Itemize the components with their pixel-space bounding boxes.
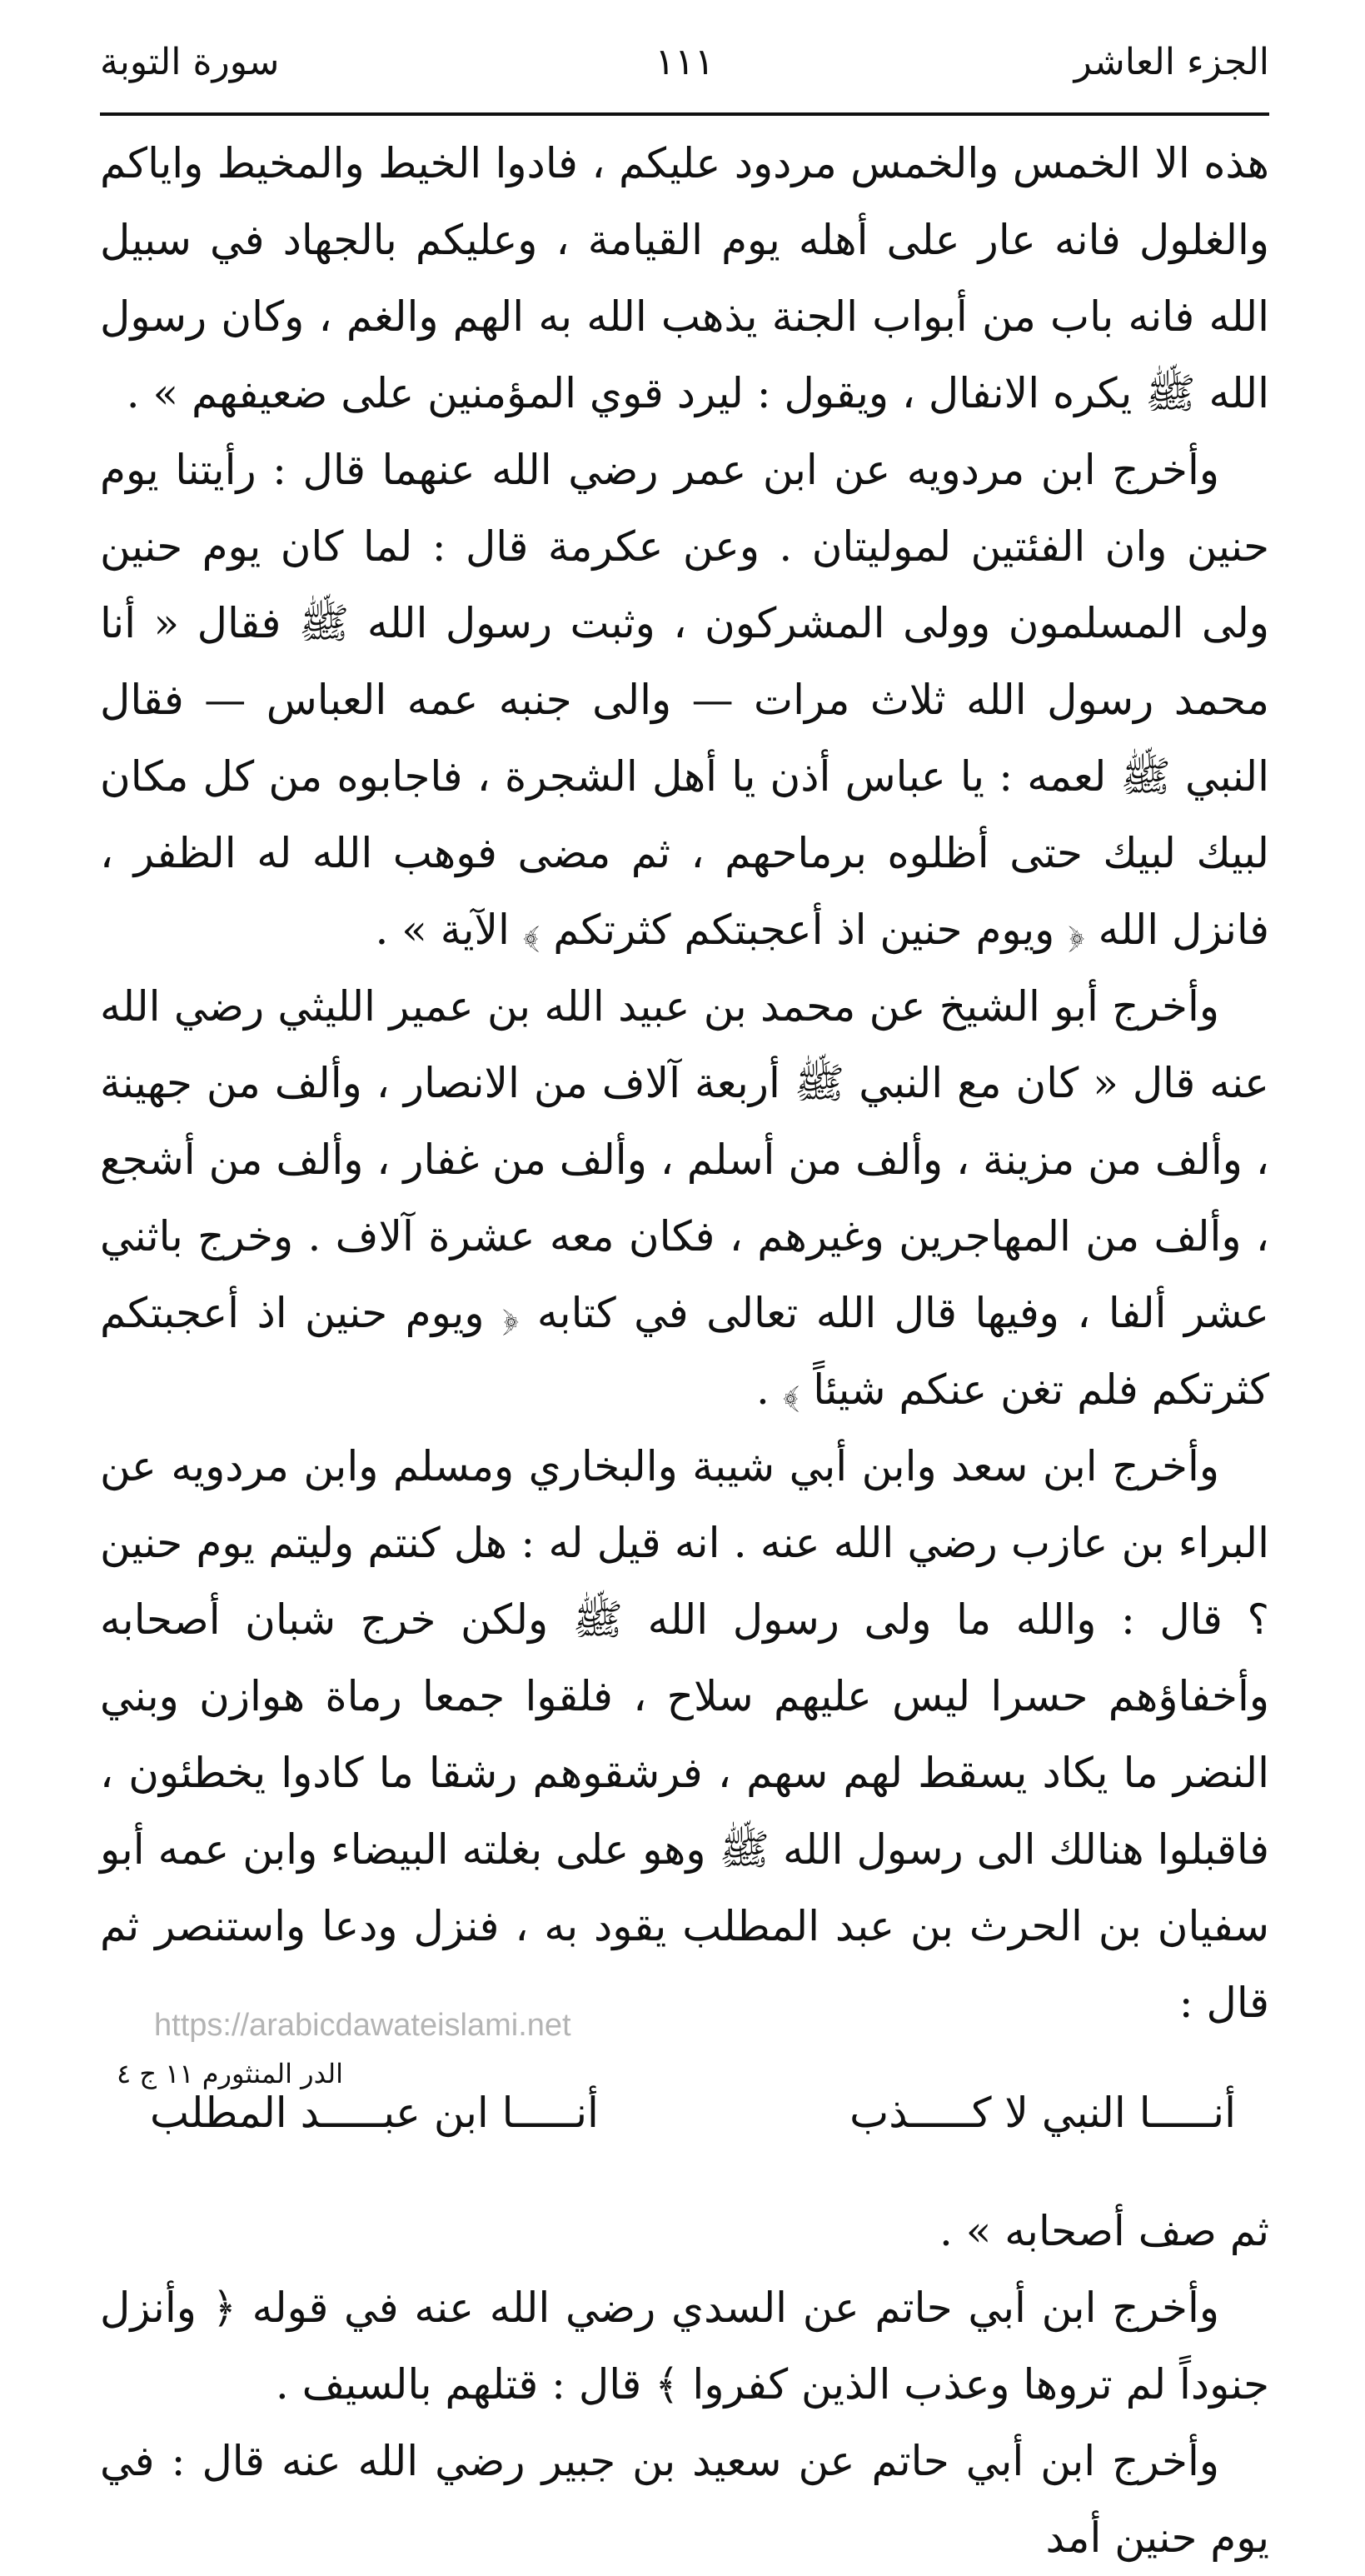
- surah-title: سورة التوبة: [100, 41, 280, 83]
- footer-signature: الدر المنثورم ١١ ج ٤: [117, 2058, 344, 2089]
- page-body: [100, 125, 1269, 2576]
- verse-second-hemistich: أنـــــا ابن عبـــــد المطلب: [150, 2089, 599, 2137]
- paragraph-3: وأخرج أبو الشيخ عن محمد بن عبيد الله بن عمير الليثي رضي الله عنه قال « كان مع النبي ﷺ أربعة آلاف من الانصار ، وألف من جهينة ، وألف من مزينة ، وألف من أسلم ، وألف من غفار ، وألف من أشجع ، وألف من المهاجرين وغيرهم ، فكان معه عشرة آلاف . وخرج باثني عشر ألفا ، وفيها قال الله تعالى في كتابه ﴿ ويوم حنين اذ أعجبتكم كثرتكم فلم تغن عنكم شيئاً ﴾ .: [100, 982, 1269, 1414]
- paragraph-2: وأخرج ابن مردويه عن ابن عمر رضي الله عنهما قال : رأيتنا يوم حنين وان الفئتين لموليتان . وعن عكرمة قال : لما كان يوم حنين ولى المسلمون وولى المشركون ، وثبت رسول الله ﷺ فقال « أنا محمد رسول الله ثلاث مرات — والى جنبه عمه العباس — فقال النبي ﷺ لعمه : يا عباس أذن يا أهل الشجرة ، فاجابوه من كل مكان لبيك لبيك حتى أظلوه برماحهم ، ثم مضى فوهب الله له الظفر ، فانزل الله ﴿ ويوم حنين اذ أعجبتكم كثرتكم ﴾ الآية » .: [100, 446, 1269, 954]
- paragraph-7: وأخرج ابن أبي حاتم عن سعيد بن جبير رضي الله عنه قال : في يوم حنين أمد: [100, 2437, 1269, 2562]
- verse-first-hemistich: أنـــــا النبي لا كـــــذب: [849, 2089, 1236, 2137]
- watermark-url: https://arabicdawateislami.net: [154, 2008, 571, 2043]
- page-number: ١١١: [655, 41, 715, 83]
- header-rule: [100, 112, 1269, 116]
- paragraph-4: وأخرج ابن سعد وابن أبي شيبة والبخاري ومسلم وابن مردويه عن البراء بن عازب رضي الله عنه . انه قيل له : هل كنتم وليتم يوم حنين ؟ قال : والله ما ولى رسول الله ﷺ ولكن خرج شبان أصحابه وأخفاؤهم حسرا ليس عليهم سلاح ، فلقوا جمعا رماة هوازن وبني النضر ما يكاد يسقط لهم سهم ، فرشقوهم رشقا ما كادوا يخطئون ، فاقبلوا هنالك الى رسول الله ﷺ وهو على بغلته البيضاء وابن عمه أبو سفيان بن الحرث بن عبد المطلب يقود به ، فنزل ودعا واستنصر ثم قال :: [100, 1442, 1269, 2027]
- paragraph-5: ثم صف أصحابه » .: [939, 2207, 1269, 2255]
- page-header: [100, 33, 1269, 92]
- paragraph-1: هذه الا الخمس والخمس مردود عليكم ، فادوا الخيط والمخيط واياكم والغلول فانه عار على أهله يوم القيامة ، وعليكم بالجهاد في سبيل الله فانه باب من أبواب الجنة يذهب الله به الهم والغم ، وكان رسول الله ﷺ يكره الانفال ، ويقول : ليرد قوي المؤمنين على ضعيفهم » .: [100, 139, 1269, 417]
- paragraph-6: وأخرج ابن أبي حاتم عن السدي رضي الله عنه في قوله ﴿ وأنزل جنوداً لم تروها وعذب الذين كفروا ﴾ قال : قتلهم بالسيف .: [100, 2284, 1269, 2409]
- part-title: الجزء العاشر: [1074, 41, 1269, 83]
